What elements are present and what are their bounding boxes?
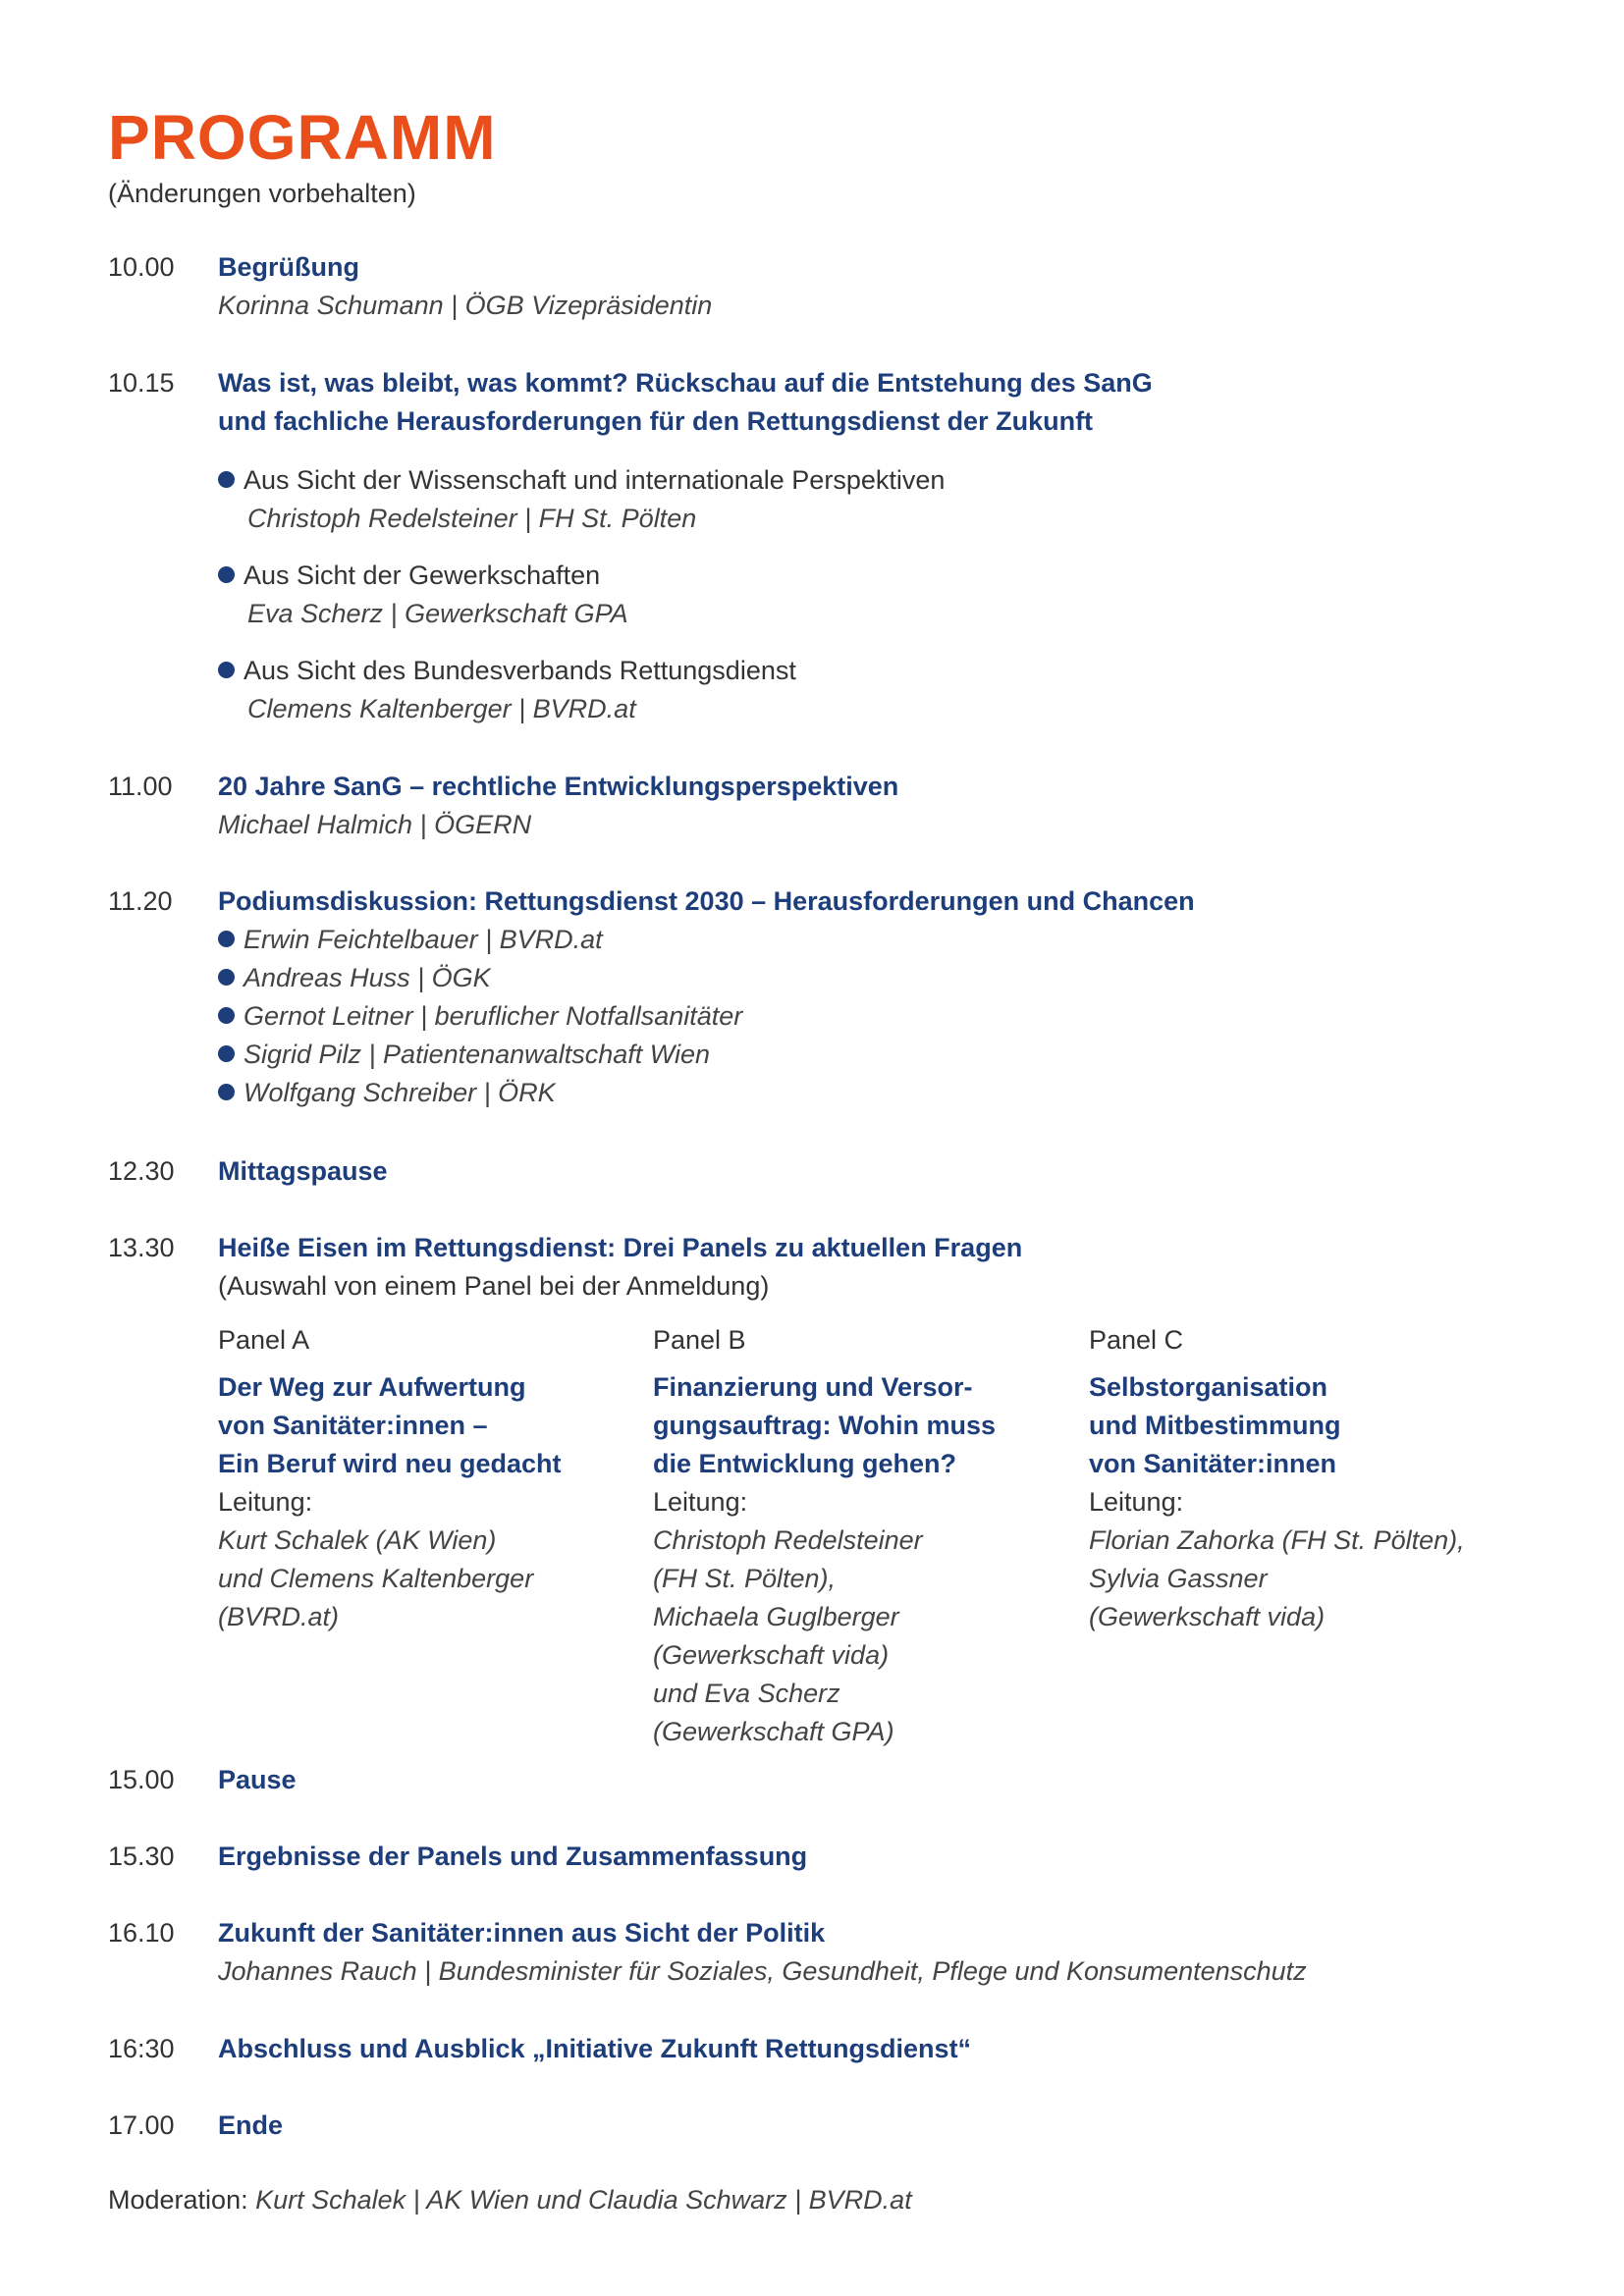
bullet-text: Aus Sicht der Wissenschaft und internationale Perspektiven	[244, 465, 946, 495]
time-1500: 15.00	[108, 1765, 175, 1794]
panel-lead-label: Leitung:	[218, 1487, 313, 1517]
panelist-name: Gernot Leitner | beruflicher Notfallsanitäter	[244, 1001, 743, 1031]
time-1630: 16:30	[108, 2034, 175, 2063]
event-title-1530: Ergebnisse der Panels und Zusammenfassung	[218, 1842, 808, 1871]
panelist-item	[218, 1078, 556, 1108]
panelist-name: Wolfgang Schreiber | ÖRK	[244, 1078, 556, 1107]
event-title-1500: Pause	[218, 1765, 297, 1794]
panelist-name: Andreas Huss | ÖGK	[244, 963, 491, 992]
time-1610: 16.10	[108, 1918, 175, 1948]
panel-lead-names: Kurt Schalek (AK Wien) und Clemens Kaltenberger (BVRD.at)	[218, 1525, 534, 1631]
time-1700: 17.00	[108, 2110, 175, 2140]
panel-label: Panel B	[653, 1325, 746, 1355]
bullet-item	[218, 656, 796, 686]
bullet-text: Aus Sicht der Gewerkschaften	[244, 561, 601, 590]
panel-title: Der Weg zur Aufwertung von Sanitäter:innen – Ein Beruf wird neu gedacht	[218, 1372, 562, 1478]
panel-b	[653, 1321, 1065, 1751]
bullet-dot-icon	[218, 1007, 235, 1024]
event-title-1230: Mittagspause	[218, 1156, 388, 1186]
bullet-dot-icon	[218, 1084, 235, 1100]
panel-title: Finanzierung und Versor- gungsauftrag: Wohin muss die Entwicklung gehen?	[653, 1372, 996, 1478]
bullet-speaker: Eva Scherz | Gewerkschaft GPA	[247, 599, 628, 628]
panel-label: Panel A	[218, 1325, 310, 1355]
event-speaker-1000: Korinna Schumann | ÖGB Vizepräsidentin	[218, 291, 713, 320]
panel-a	[218, 1321, 630, 1636]
bullet-dot-icon	[218, 471, 235, 488]
bullet-dot-icon	[218, 969, 235, 986]
bullet-dot-icon	[218, 1045, 235, 1062]
panel-lead-names: Florian Zahorka (FH St. Pölten), Sylvia Gassner (Gewerkschaft vida)	[1089, 1525, 1465, 1631]
event-title-1630: Abschluss und Ausblick „Initiative Zukunft Rettungsdienst“	[218, 2034, 972, 2063]
panel-lead-names: Christoph Redelsteiner (FH St. Pölten), Michaela Guglberger (Gewerkschaft vida) und Eva Scherz (Gewerkschaft GPA)	[653, 1525, 923, 1746]
time-1330: 13.30	[108, 1233, 175, 1262]
moderation-names: Kurt Schalek | AK Wien und Claudia Schwarz | BVRD.at	[255, 2185, 912, 2215]
event-speaker-1610: Johannes Rauch | Bundesminister für Soziales, Gesundheit, Pflege und Konsumentenschutz	[218, 1956, 1307, 1986]
event-title-1015-line1: Was ist, was bleibt, was kommt? Rückschau auf die Entstehung des SanG	[218, 368, 1153, 398]
event-title-1120: Podiumsdiskussion: Rettungsdienst 2030 – Herausforderungen und Chancen	[218, 886, 1195, 916]
moderation-line	[108, 2185, 912, 2216]
bullet-item	[218, 561, 600, 591]
panel-title: Selbstorganisation und Mitbestimmung von Sanitäter:innen	[1089, 1372, 1341, 1478]
event-title-1100: 20 Jahre SanG – rechtliche Entwicklungsperspektiven	[218, 772, 899, 801]
event-title-1000: Begrüßung	[218, 252, 359, 282]
event-note-1330: (Auswahl von einem Panel bei der Anmeldung)	[218, 1271, 770, 1301]
panelist-item	[218, 963, 491, 993]
event-speaker-1100: Michael Halmich | ÖGERN	[218, 810, 532, 839]
panelist-item	[218, 1001, 742, 1032]
panel-lead-label: Leitung:	[653, 1487, 748, 1517]
panel-lead-label: Leitung:	[1089, 1487, 1184, 1517]
page-title: PROGRAMM	[108, 102, 497, 173]
event-title-1700: Ende	[218, 2110, 284, 2140]
bullet-speaker: Christoph Redelsteiner | FH St. Pölten	[247, 504, 697, 533]
bullet-item	[218, 465, 945, 496]
panelist-name: Sigrid Pilz | Patientenanwaltschaft Wien	[244, 1040, 711, 1069]
bullet-dot-icon	[218, 566, 235, 583]
time-1100: 11.00	[108, 772, 173, 801]
page-subtitle: (Änderungen vorbehalten)	[108, 179, 416, 208]
event-title-1015-line2: und fachliche Herausforderungen für den Rettungsdienst der Zukunft	[218, 406, 1094, 436]
event-title-1610: Zukunft der Sanitäter:innen aus Sicht der Politik	[218, 1918, 826, 1948]
time-1530: 15.30	[108, 1842, 175, 1871]
bullet-text: Aus Sicht des Bundesverbands Rettungsdienst	[244, 656, 796, 685]
panelist-item	[218, 925, 603, 955]
time-1015: 10.15	[108, 368, 175, 398]
time-1230: 12.30	[108, 1156, 175, 1186]
event-title-1330: Heiße Eisen im Rettungsdienst: Drei Panels zu aktuellen Fragen	[218, 1233, 1023, 1262]
bullet-dot-icon	[218, 931, 235, 947]
panelist-name: Erwin Feichtelbauer | BVRD.at	[244, 925, 603, 954]
panel-c	[1089, 1321, 1560, 1636]
bullet-speaker: Clemens Kaltenberger | BVRD.at	[247, 694, 636, 723]
time-1120: 11.20	[108, 886, 173, 916]
moderation-label: Moderation:	[108, 2185, 248, 2215]
bullet-dot-icon	[218, 662, 235, 678]
time-1000: 10.00	[108, 252, 175, 282]
panelist-item	[218, 1040, 710, 1070]
panel-label: Panel C	[1089, 1325, 1184, 1355]
